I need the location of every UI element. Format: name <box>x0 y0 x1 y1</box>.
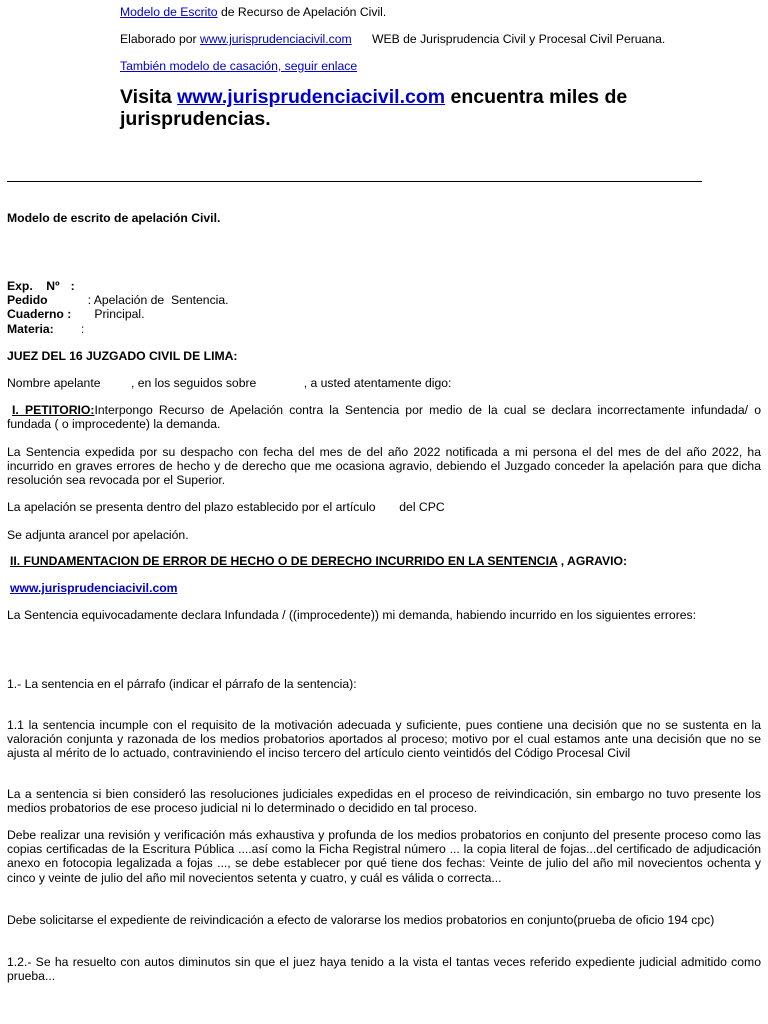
field-exp <box>7 279 229 293</box>
sentencia-paragraph: La Sentencia expedida por su despacho con fecha del mes de del año 2022 notificada a mi persona el del mes de del año 2022, ha incurrido en graves errores de hecho y de derecho que me ocasiona agravio, debiendo el Juzgado conceder la apelación para que dicha resolución sea revocada por el Superior. <box>7 445 761 488</box>
visit-prefix: Visita <box>120 86 178 108</box>
header-line-1 <box>120 5 386 19</box>
section-2-link-line <box>10 581 178 595</box>
field-pedido-label: Pedido <box>7 293 48 308</box>
horizontal-divider <box>7 181 702 182</box>
header-line-2 <box>120 32 665 46</box>
header-line-2-text: WEB de Jurisprudencia Civil y Procesal Civil Peruana. <box>351 32 666 46</box>
modelo-escrito-link[interactable]: Modelo de Escrito <box>120 5 218 19</box>
field-pedido <box>7 293 229 307</box>
visit-banner <box>120 86 680 130</box>
point-1-paragraph: 1.- La sentencia en el párrafo (indicar el párrafo de la sentencia): <box>7 677 357 691</box>
casacion-link[interactable]: También modelo de casación, seguir enlace <box>120 59 358 73</box>
field-cuaderno-sep: : <box>63 307 72 322</box>
field-cuaderno <box>7 307 229 321</box>
field-materia-sep: : <box>63 321 85 336</box>
petitorio-paragraph <box>7 403 761 431</box>
jurisprudencia-link[interactable]: www.jurisprudenciacivil.com <box>199 32 352 46</box>
revision-paragraph: Debe realizar una revisión y verificación más exhaustiva y profunda de los medios probatorios en conjunto del presente proceso como las copias certificadas de la Escritura Pública ....así como la Ficha Registral número ... la copia literal de fojas...del certificado de adjudicación anexo en fotocopia legalizada a fojas ..., se debe establecer por qué tiene dos fechas: Veinte de julio del año mil novecientos ochenta y cinco y veinte de julio del año mil novecientos setenta y cuatro, y cuál es válida o correcta... <box>7 828 761 885</box>
petitorio-text: Interpongo Recurso de Apelación contra la Sentencia por medio de la cual se declara incorrectamente infundada/ o fundada ( o improcedente) la demanda. <box>7 403 761 432</box>
header-line-1-text: de Recurso de Apelación Civil. <box>217 5 387 19</box>
section-2-link[interactable]: www.jurisprudenciacivil.com <box>10 581 178 595</box>
section-2-rest: , AGRAVIO: <box>557 554 628 568</box>
infundada-paragraph: La Sentencia equivocadamente declara Infundada / ((improcedente)) mi demanda, habiendo incurrido en los siguientes errores: <box>7 608 697 622</box>
solicitar-paragraph: Debe solicitarse el expediente de reivindicación a efecto de valorarse los medios probatorios en conjunto(prueba de oficio 194 cpc) <box>7 913 715 927</box>
petitorio-label: I. PETITORIO: <box>12 403 95 417</box>
field-materia-value <box>91 322 229 336</box>
field-pedido-sep: : <box>63 293 91 308</box>
plazo-paragraph: La apelación se presenta dentro del plazo establecido por el artículo del CPC <box>7 500 445 514</box>
field-exp-value <box>91 279 229 293</box>
document-title: Modelo de escrito de apelación Civil. <box>7 211 221 225</box>
intro-paragraph: Nombre apelante , en los seguidos sobre , a usted atentamente digo: <box>7 376 452 390</box>
field-materia-label: Materia: <box>7 321 54 336</box>
header-line-2-prefix: Elaborado por <box>120 32 200 46</box>
section-2-label: II. FUNDAMENTACION DE ERROR DE HECHO O DE DERECHO INCURRIDO EN LA SENTENCIA <box>10 554 558 568</box>
header-line-3 <box>120 59 357 73</box>
visit-text: encuentra miles de jurisprudencias. <box>120 86 628 130</box>
section-2-heading <box>7 554 627 568</box>
field-materia <box>7 322 229 336</box>
point-1-2-paragraph: 1.2.- Se ha resuelto con autos diminutos sin que el juez haya tenido a la vista el tantas veces referido expediente judicial admitido como prueba... <box>7 955 761 984</box>
visit-link[interactable]: www.jurisprudenciacivil.com <box>177 86 446 108</box>
case-header-fields <box>7 279 229 336</box>
arancel-paragraph: Se adjunta arancel por apelación. <box>7 528 189 542</box>
point-1-1-paragraph: 1.1 la sentencia incumple con el requisito de la motivación adecuada y suficiente, pues contiene una decisión que no se sustenta en la valoración conjunta y razonada de los medios probatorios aportados al proceso; motivo por el cual estamos ante una decisión que no se ajusta al mérito de lo actuado, contraviniendo el inciso tercero del artículo ciento veintidós del Código Procesal Civil <box>7 718 761 761</box>
reivindicacion-paragraph: La a sentencia si bien consideró las resoluciones judiciales expedidas en el proceso de reivindicación, sin embargo no tuvo presente los medios probatorios de ese proceso judicial ni lo determinado o decidido en tal proceso. <box>7 787 761 816</box>
field-exp-sep: : <box>63 279 75 293</box>
field-exp-label: Exp. Nº <box>7 279 60 293</box>
field-cuaderno-value: Principal. <box>90 307 145 322</box>
judge-heading: JUEZ DEL 16 JUZGADO CIVIL DE LIMA: <box>7 349 238 363</box>
field-cuaderno-label: Cuaderno <box>7 307 64 322</box>
field-pedido-value: Apelación de Sentencia. <box>90 293 229 308</box>
